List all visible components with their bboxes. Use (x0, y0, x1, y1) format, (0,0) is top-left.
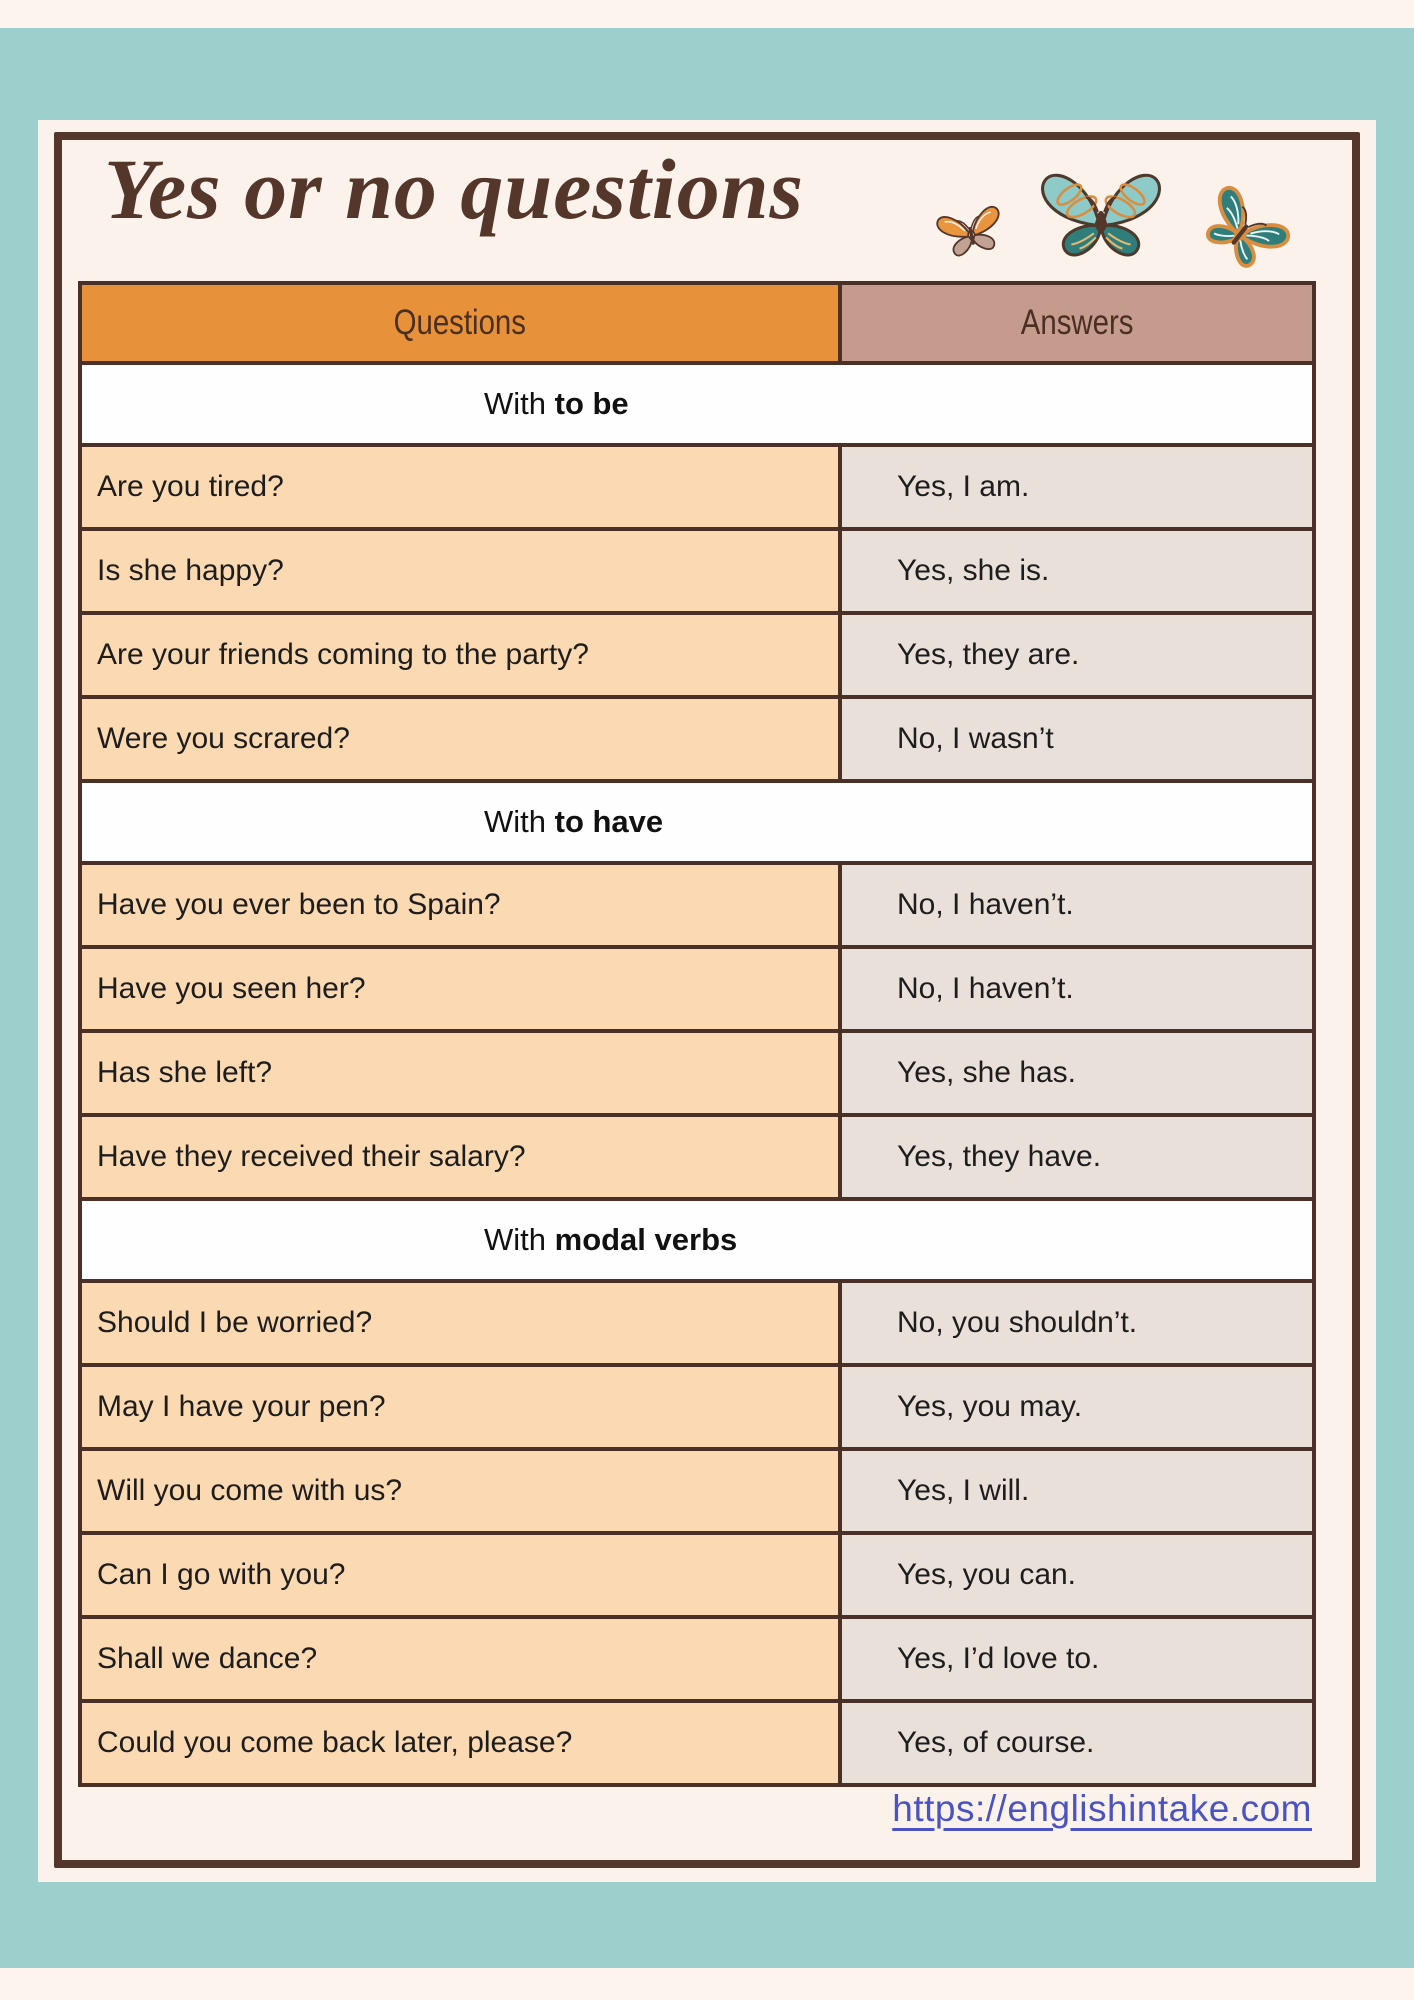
table-row (80, 613, 1314, 697)
page-title: Yes or no questions (104, 141, 804, 237)
question-cell: Were you scrared? (80, 697, 840, 781)
question-cell: Will you come with us? (80, 1449, 840, 1533)
question-cell: Are your friends coming to the party? (80, 613, 840, 697)
table-row (80, 445, 1314, 529)
table-row (80, 529, 1314, 613)
section-label-term: modal verbs (554, 1222, 738, 1257)
answer-cell: Yes, she has. (840, 1031, 1314, 1115)
question-cell: Have they received their salary? (80, 1115, 840, 1199)
questions-header-label: Questions (393, 303, 527, 342)
answer-cell: Yes, she is. (840, 529, 1314, 613)
section-label-term: to have (554, 804, 664, 839)
section-label-prefix: With (484, 804, 555, 839)
question-cell: Have you seen her? (80, 947, 840, 1031)
table-row (80, 947, 1314, 1031)
section-label-prefix: With (484, 386, 555, 421)
answer-cell: No, I haven’t. (840, 863, 1314, 947)
answer-cell: Yes, I am. (840, 445, 1314, 529)
teal-side-butterfly-icon (1175, 165, 1310, 300)
question-cell: Could you come back later, please? (80, 1701, 840, 1785)
card-border-frame (54, 132, 1360, 1868)
answer-cell: Yes, they are. (840, 613, 1314, 697)
section-header-cell (80, 363, 1314, 445)
website-link[interactable]: https://englishintake.com (892, 1788, 1312, 1829)
teal-butterfly-icon (1034, 166, 1168, 268)
section-header-row (80, 363, 1314, 445)
table-row (80, 1449, 1314, 1533)
table-row (80, 1617, 1314, 1701)
question-cell: Should I be worried? (80, 1281, 840, 1365)
answer-cell: No, I haven’t. (840, 947, 1314, 1031)
section-header-cell (80, 1199, 1314, 1281)
answer-cell: No, I wasn’t (840, 697, 1314, 781)
table-row (80, 1281, 1314, 1365)
question-cell: Have you ever been to Spain? (80, 863, 840, 947)
section-header-row (80, 1199, 1314, 1281)
answer-cell: Yes, you can. (840, 1533, 1314, 1617)
table-row (80, 1701, 1314, 1785)
questions-answers-table (78, 281, 1316, 1787)
answers-column-header (840, 283, 1314, 363)
question-cell: Shall we dance? (80, 1617, 840, 1701)
table-header-row (80, 283, 1314, 363)
table-row (80, 863, 1314, 947)
section-header-row (80, 781, 1314, 863)
question-cell: Has she left? (80, 1031, 840, 1115)
orange-butterfly-icon (927, 189, 1015, 277)
answer-cell: Yes, I’d love to. (840, 1617, 1314, 1701)
table-row (80, 697, 1314, 781)
answer-cell: Yes, you may. (840, 1365, 1314, 1449)
table-row (80, 1533, 1314, 1617)
question-cell: Are you tired? (80, 445, 840, 529)
question-cell: May I have your pen? (80, 1365, 840, 1449)
question-cell: Can I go with you? (80, 1533, 840, 1617)
answer-cell: No, you shouldn’t. (840, 1281, 1314, 1365)
butterfly-decorations (934, 158, 1354, 288)
table-row (80, 1115, 1314, 1199)
footer (78, 1788, 1312, 1830)
answer-cell: Yes, they have. (840, 1115, 1314, 1199)
section-header-cell (80, 781, 1314, 863)
question-cell: Is she happy? (80, 529, 840, 613)
answer-cell: Yes, I will. (840, 1449, 1314, 1533)
table-row (80, 1031, 1314, 1115)
table-row (80, 1365, 1314, 1449)
questions-column-header (80, 283, 840, 363)
worksheet-card (38, 120, 1376, 1882)
answers-header-label: Answers (1020, 303, 1134, 342)
section-label-term: to be (554, 386, 629, 421)
section-label-prefix: With (484, 1222, 555, 1257)
answer-cell: Yes, of course. (840, 1701, 1314, 1785)
